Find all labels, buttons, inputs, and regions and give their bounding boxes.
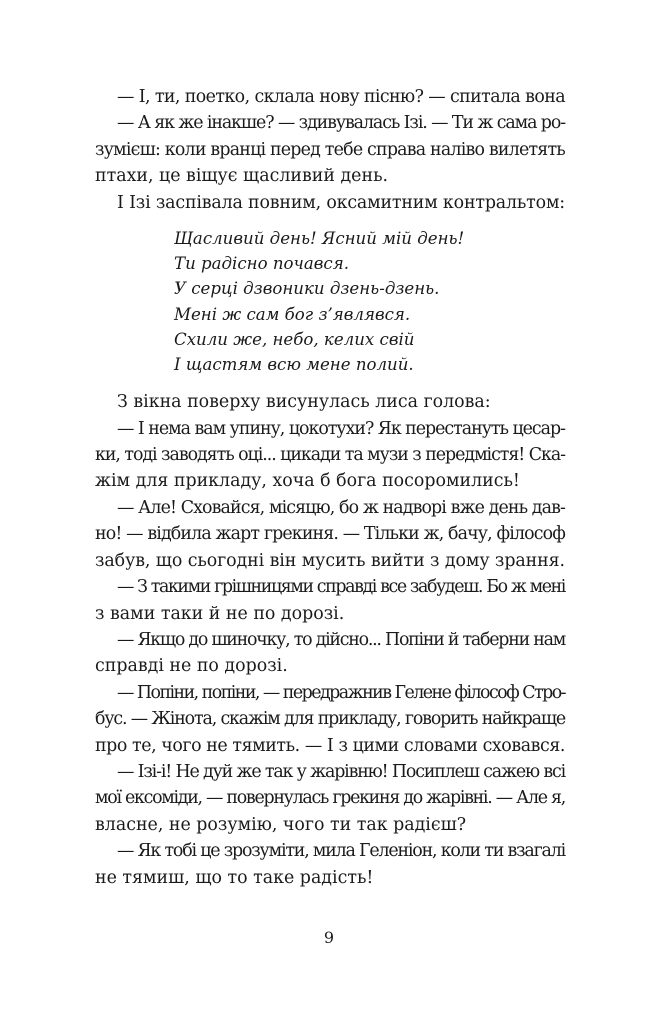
paragraph bbox=[95, 627, 565, 680]
text-block-top bbox=[95, 84, 565, 216]
text-line: — З такими грішницями справді все забудеш. Бо ж мені bbox=[117, 577, 565, 598]
paragraph bbox=[95, 574, 565, 627]
text-line: про те, чого не тямить. — І з цими словами сховався. bbox=[95, 735, 565, 756]
page-body bbox=[95, 84, 565, 891]
text-line: З вікна поверху висунулась лиса голова: bbox=[117, 392, 491, 413]
text-line: — Але! Сховайся, місяцю, бо ж надворі вже день дав- bbox=[117, 497, 565, 518]
text-line: птахи, це віщує щасливий день. bbox=[95, 166, 389, 187]
text-block-bottom bbox=[95, 389, 565, 891]
text-line: І Ізі заспівала повним, оксамитним контральтом: bbox=[117, 192, 565, 213]
text-line: зумієш: коли вранці перед тебе справа наліво вилетять bbox=[95, 139, 565, 160]
text-line: справді не по дорозі. bbox=[95, 656, 288, 677]
paragraph bbox=[95, 759, 565, 838]
text-line: — А як же інакше? — здивувалась Ізі. — Ти ж сама ро- bbox=[117, 113, 565, 134]
text-line: жім для прикладу, хоча б бога посоромились! bbox=[95, 471, 520, 492]
verse-line: І щастям всю мене полий. bbox=[174, 355, 414, 375]
verse-block bbox=[174, 226, 565, 377]
text-line: — Якщо до шиночку, то дійсно... Попіни й таберни нам bbox=[117, 629, 565, 650]
verse-line: Ти радісно почався. bbox=[174, 254, 349, 274]
text-line: — Як тобі це зрозуміти, мила Геленіон, коли ти взагалі bbox=[117, 841, 565, 862]
paragraph bbox=[95, 838, 565, 891]
text-line: — Ізі-і! Не дуй же так у жарівню! Посиплеш сажею всі bbox=[117, 761, 565, 782]
verse-line: Схили же, небо, келих свій bbox=[174, 329, 415, 349]
text-line: — Попіни, попіни, — передражнив Гелене філософ Стро- bbox=[117, 682, 565, 703]
text-line: власне, не розумію, чого ти так радієш? bbox=[95, 814, 467, 835]
text-line: бус. — Жінота, скажім для прикладу, говорить найкраще bbox=[95, 709, 565, 730]
paragraph bbox=[95, 110, 565, 189]
verse-line: Мені ж сам бог з’являвся. bbox=[174, 304, 411, 324]
text-line: — І нема вам упину, цокотухи? Як перестануть цесар- bbox=[117, 418, 565, 439]
text-line: з вами таки й не по дорозі. bbox=[95, 603, 345, 624]
text-line: но! — відбила жарт грекиня. — Тільки ж, бачу, філософ bbox=[95, 524, 565, 545]
paragraph bbox=[95, 495, 565, 574]
text-line: забув, що сьогодні він мусить вийти з дому зрання. bbox=[95, 550, 565, 571]
paragraph bbox=[95, 680, 565, 759]
verse-line: Щасливий день! Ясний мій день! bbox=[174, 229, 465, 249]
text-line: не тямиш, що то таке радість! bbox=[95, 867, 374, 888]
text-line: мої ексоміди, — повернулась грекиня до жарівні. — Але я, bbox=[95, 788, 565, 809]
text-line: ки, тоді заводять оці... цикади та музи з передмістя! Ска- bbox=[95, 445, 565, 466]
verse-line: У серці дзвоники дзень-дзень. bbox=[174, 279, 440, 299]
paragraph bbox=[95, 389, 565, 415]
paragraph bbox=[95, 84, 565, 110]
text-line: — І, ти, поетко, склала нову пісню? — спитала вона bbox=[117, 87, 565, 107]
paragraph bbox=[95, 416, 565, 495]
paragraph bbox=[95, 190, 565, 216]
page-number: 9 bbox=[323, 928, 335, 947]
